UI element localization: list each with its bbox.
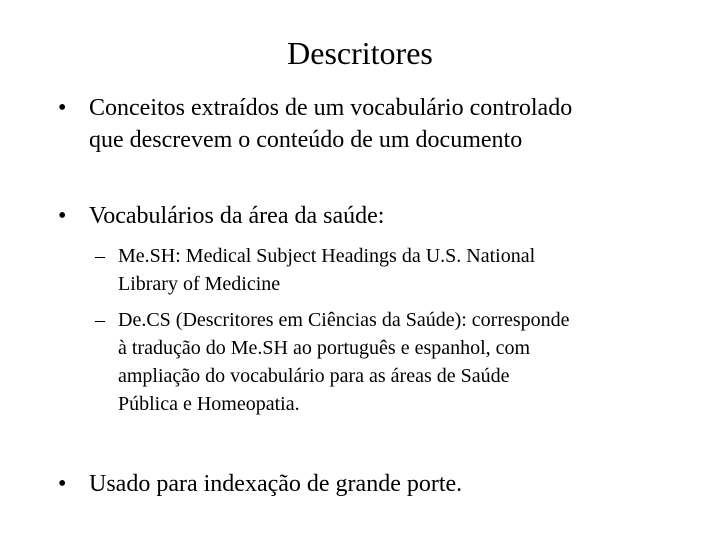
- bullet-item-conceitos: [58, 92, 678, 156]
- subitem-line: Library of Medicine: [118, 273, 281, 295]
- subitem-line: Pública e Homeopatia.: [118, 393, 300, 415]
- bullet-marker: •: [58, 95, 67, 121]
- subitem-marker: –: [95, 245, 105, 267]
- bullet-item-vocabularios: [58, 200, 678, 232]
- subitem-mesh: [95, 242, 675, 298]
- bullet-item-usado: [58, 468, 678, 500]
- bullet-marker: •: [58, 203, 67, 229]
- subitem-line: Me.SH: Medical Subject Headings da U.S. National: [118, 245, 536, 267]
- slide-title: Descritores: [287, 35, 433, 71]
- subitem-line: ampliação do vocabulário para as áreas de Saúde: [118, 365, 510, 387]
- subitem-marker: –: [95, 309, 105, 331]
- subitem-line: De.CS (Descritores em Ciências da Saúde): corresponde: [118, 309, 570, 331]
- bullet-text: Usado para indexação de grande porte.: [89, 471, 463, 497]
- bullet-line: Conceitos extraídos de um vocabulário controlado: [89, 95, 573, 121]
- bullet-text: Vocabulários da área da saúde:: [89, 203, 385, 229]
- bullet-marker: •: [58, 471, 67, 497]
- subitem-decs: [95, 306, 675, 418]
- bullet-line: que descrevem o conteúdo de um documento: [89, 127, 523, 153]
- subitem-line: à tradução do Me.SH ao português e espanhol, com: [118, 337, 531, 359]
